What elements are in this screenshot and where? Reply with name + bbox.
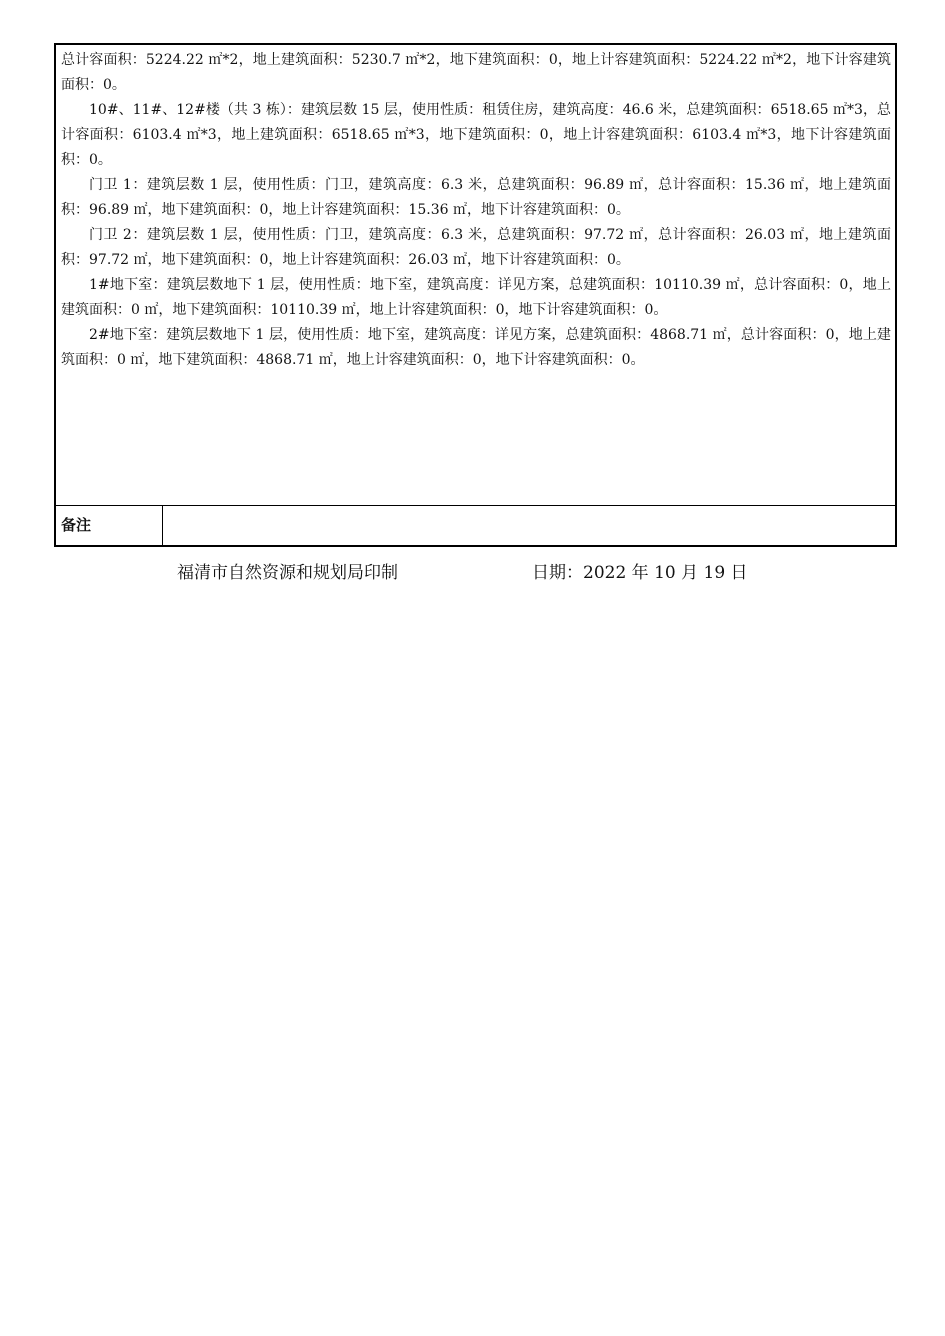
continued-paragraph: 总计容面积：5224.22 ㎡*2，地上建筑面积：5230.7 ㎡*2，地下建筑面积：0，地上计容建筑面积：5224.22 ㎡*2，地下计容建筑面积：0。: [61, 52, 891, 93]
paragraph-gatehouse-2: 门卫 2：建筑层数 1 层，使用性质：门卫，建筑高度：6.3 米，总建筑面积：97.72 ㎡，总计容面积：26.03 ㎡，地上建筑面积：97.72 ㎡，地下建筑面积：0，地上计容建筑面积：26.03 ㎡，地下计容建筑面积：0。: [61, 227, 891, 268]
paragraph-buildings-10-12: 10#、11#、12#楼（共 3 栋）：建筑层数 15 层，使用性质：租赁住房，建筑高度：46.6 米，总建筑面积：6518.65 ㎡*3，总计容面积：6103.4 ㎡*3，地上建筑面积：6518.65 ㎡*3，地下建筑面积：0，地上计容建筑面积：6103.4 ㎡*3，地下计容建筑面积：0。: [61, 102, 891, 168]
paragraph-basement-1: 1#地下室：建筑层数地下 1 层，使用性质：地下室，建筑高度：详见方案，总建筑面积：10110.39 ㎡，总计容面积：0，地上建筑面积：0 ㎡，地下建筑面积：10110.39 ㎡，地上计容建筑面积：0，地下计容建筑面积：0。: [61, 277, 891, 318]
issuer-text: 福清市自然资源和规划局印制: [177, 563, 398, 583]
paragraph-basement-2: 2#地下室：建筑层数地下 1 层，使用性质：地下室，建筑高度：详见方案，总建筑面积：4868.71 ㎡，总计容面积：0，地上建筑面积：0 ㎡，地下建筑面积：4868.71 ㎡，地上计容建筑面积：0，地下计容建筑面积：0。: [61, 327, 891, 368]
document-table: [54, 43, 897, 547]
remarks-label: 备注: [61, 516, 92, 534]
issue-date: 日期：2022 年 10 月 19 日: [532, 563, 748, 583]
remarks-value: [164, 506, 893, 545]
building-details-cell: [56, 45, 895, 505]
paragraph-gatehouse-1: 门卫 1：建筑层数 1 层，使用性质：门卫，建筑高度：6.3 米，总建筑面积：96.89 ㎡，总计容面积：15.36 ㎡，地上建筑面积：96.89 ㎡，地下建筑面积：0，地上计容建筑面积：15.36 ㎡，地下计容建筑面积：0。: [61, 177, 891, 218]
column-divider: [162, 506, 163, 545]
